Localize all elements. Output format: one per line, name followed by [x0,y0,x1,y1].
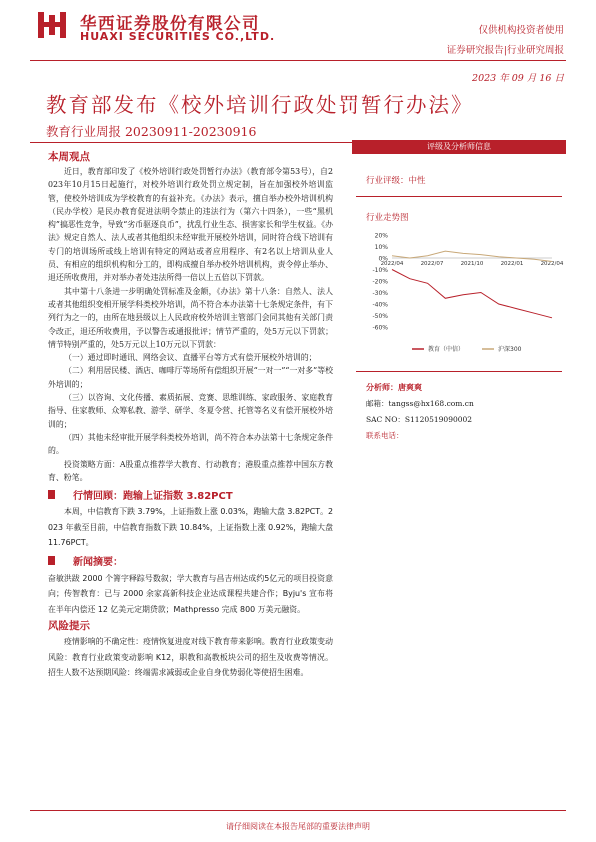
report-subtitle: 教育行业周报 20230911-20230916 [46,124,257,139]
y-tick-label: -40% [372,301,388,309]
sidebar [352,140,566,441]
main-content [48,150,333,681]
analyst-line [366,382,566,393]
email-value[interactable]: tangss@hx168.com.cn [388,399,474,408]
legend-label-0: 教育（中信） [428,346,465,353]
industry-trend-chart [352,227,566,357]
summary-paragraph-1: 近日，教育部印发了《校外培训行政处罚暂行办法》（教育部令第53号），自2023年10月15日起施行，对校外培训行政处罚立规定制，旨在加强校外培训监管，使校外培训成为学校教育的有益补充。《办法》表示，擅自举办校外培训机构（民办学校）是民办教育促进法明令禁止的违法行为（第六十四条），一些“黑机构”搞恶性竞争，导致“劣币驱逐良币”，扰乱行业生态、损害家长和学生权益。《办法》规定自然人、法人或者其他组织未经审批开展校外培训，同时符合线下培训有专门的培训场所或线上培训有特定的网站或者应用程序、有2名以上培训从业人员、有相应的组织机构和分工的，即构成擅自举办校外培训机构，责令停止举办、退还所收费用，并对举办者处违法所得一倍以上五倍以下罚款。 [48,167,333,283]
rating-value: 中性 [408,176,426,186]
sidebar-divider [356,371,562,372]
summary-heading: 本周观点 [48,151,90,163]
email-line [366,398,566,409]
huaxi-logo-icon [38,12,66,38]
heading-marker-icon [48,556,55,565]
report-date: 2023 年 09 月 16 日 [472,73,564,84]
trend-chart-title: 行业走势图 [366,213,409,223]
heading-marker-icon [48,490,55,499]
report-category: 证券研究报告|行业研究周报 [446,45,564,56]
news-paragraph: 奋敏洪跋 2000 个箐字释踪号数叙；学大教育与昌吉州达成约5亿元的项目投资意向；传智教育：已与 2000 余家高新科技企业达成课程共建合作；Byju's 宣布将在半年内偿还 12 亿美元定期贷款；Mathpresso 完成 800 万美元融资。 [48,573,333,614]
y-tick-label: -10% [372,267,388,274]
summary-item-4: （四）其他未经审批开展学科类校外培训，尚不符合本办法第十七条规定条件的。 [48,432,333,456]
summary-paragraph-2: 其中第十八条进一步明确处罚标准及金额，《办法》第十八条：自然人、法人或者其他组织变相开展学科类校外培训，尚不符合本办法第十七条规定条件，有下列行为之一的，由所在地县级以上人民政府校外培训主管部门会同其他有关部门责令改正，退还所收费用，予以警告或通报批评；情节严重的，处5万元以下罚款；情节特别严重的，处5万元以上10万元以下罚款： [48,286,333,349]
rating-label: 行业评级： [366,176,409,186]
y-tick-label: 0% [378,255,388,263]
audience-note: 仅供机构投资者使用 [478,25,564,36]
summary-item-2: （二）利用居民楼、酒店、咖啡厅等场所有偿组织开展“一对一”“一对多”等校外培训的； [48,366,333,389]
sidebar-title-bar: 评级及分析师信息 [352,140,566,154]
x-tick-label: 2021/10 [460,261,484,267]
y-tick-label: -20% [372,278,388,286]
y-tick-label: 10% [374,244,388,251]
investment-strategy: 投资策略方面：A股重点推荐学大教育、行动教育；港股重点推荐中国东方教育、粉笔。 [48,459,333,482]
summary-item-1: （一）通过即时通讯、网络会议、直播平台等方式有偿开展校外培训的； [64,353,317,363]
report-title: 教育部发布《校外培训行政处罚暂行办法》 [46,93,474,117]
x-tick-label: 2022/04 [540,261,564,267]
sac-label: SAC NO： [366,415,405,424]
phone-label: 联系电话： [366,431,404,440]
analyst-label: 分析师： [366,383,398,392]
x-tick-label: 2022/04 [380,261,404,267]
market-heading: 行情回顾：跑输上证指数 3.82PCT [73,490,233,502]
x-tick-label: 2022/07 [420,261,444,267]
series-line-1 [392,251,552,261]
y-tick-label: -30% [372,290,388,297]
news-heading: 新闻摘要： [73,557,123,569]
news-heading-bar [48,553,333,569]
email-label: 邮箱： [366,399,389,408]
phone-line [366,430,566,441]
market-paragraph: 本周，中信教育下跌 3.79%，上证指数上涨 0.03%，跑输大盘 3.82PCT。2023 年截至目前，中信教育指数下跌 10.84%，上证指数上涨 0.92%，跑输大盘 11.76PCT。 [48,507,333,548]
risk-paragraph: 疫情影响的不确定性：疫情恢复进度对线下教育带来影响。教育行业政策变动风险：教育行业政策变动影响 K12，职教和高教板块公司的招生及收费等情况。招生人数不达预期风险：终端需求减弱或企业自身优势弱化等使招生困难。 [48,637,333,678]
x-tick-label: 2022/01 [500,261,524,267]
series-line-0 [392,270,552,318]
company-name-en: HUAXI SECURITIES CO.,LTD. [80,30,276,43]
sac-value: S1120519090002 [404,415,473,424]
sidebar-divider [356,196,562,197]
risk-heading: 风险提示 [48,620,90,633]
footer-divider [30,810,566,811]
y-tick-label: -50% [372,313,388,320]
company-name-cn: 华西证券股份有限公司 [80,14,260,33]
analyst-name: 唐爽爽 [398,383,422,392]
summary-item-3: （三）以咨询、文化传播、素质拓展、竞赛、思维训练、家政服务、家庭教育指导、住家教师、众筹私教、游学、研学、冬夏令营、托管等名义有偿开展校外培训的； [48,393,333,429]
header-divider [30,60,566,61]
legend-label-1: 沪深300 [498,346,522,353]
market-heading-bar [48,486,333,502]
y-tick-label: -60% [372,324,388,332]
y-tick-label: 20% [374,232,388,240]
disclaimer-footer: 请仔细阅读在本报告尾部的重要法律声明 [226,822,370,831]
industry-rating [366,174,566,186]
sac-line [366,414,566,425]
